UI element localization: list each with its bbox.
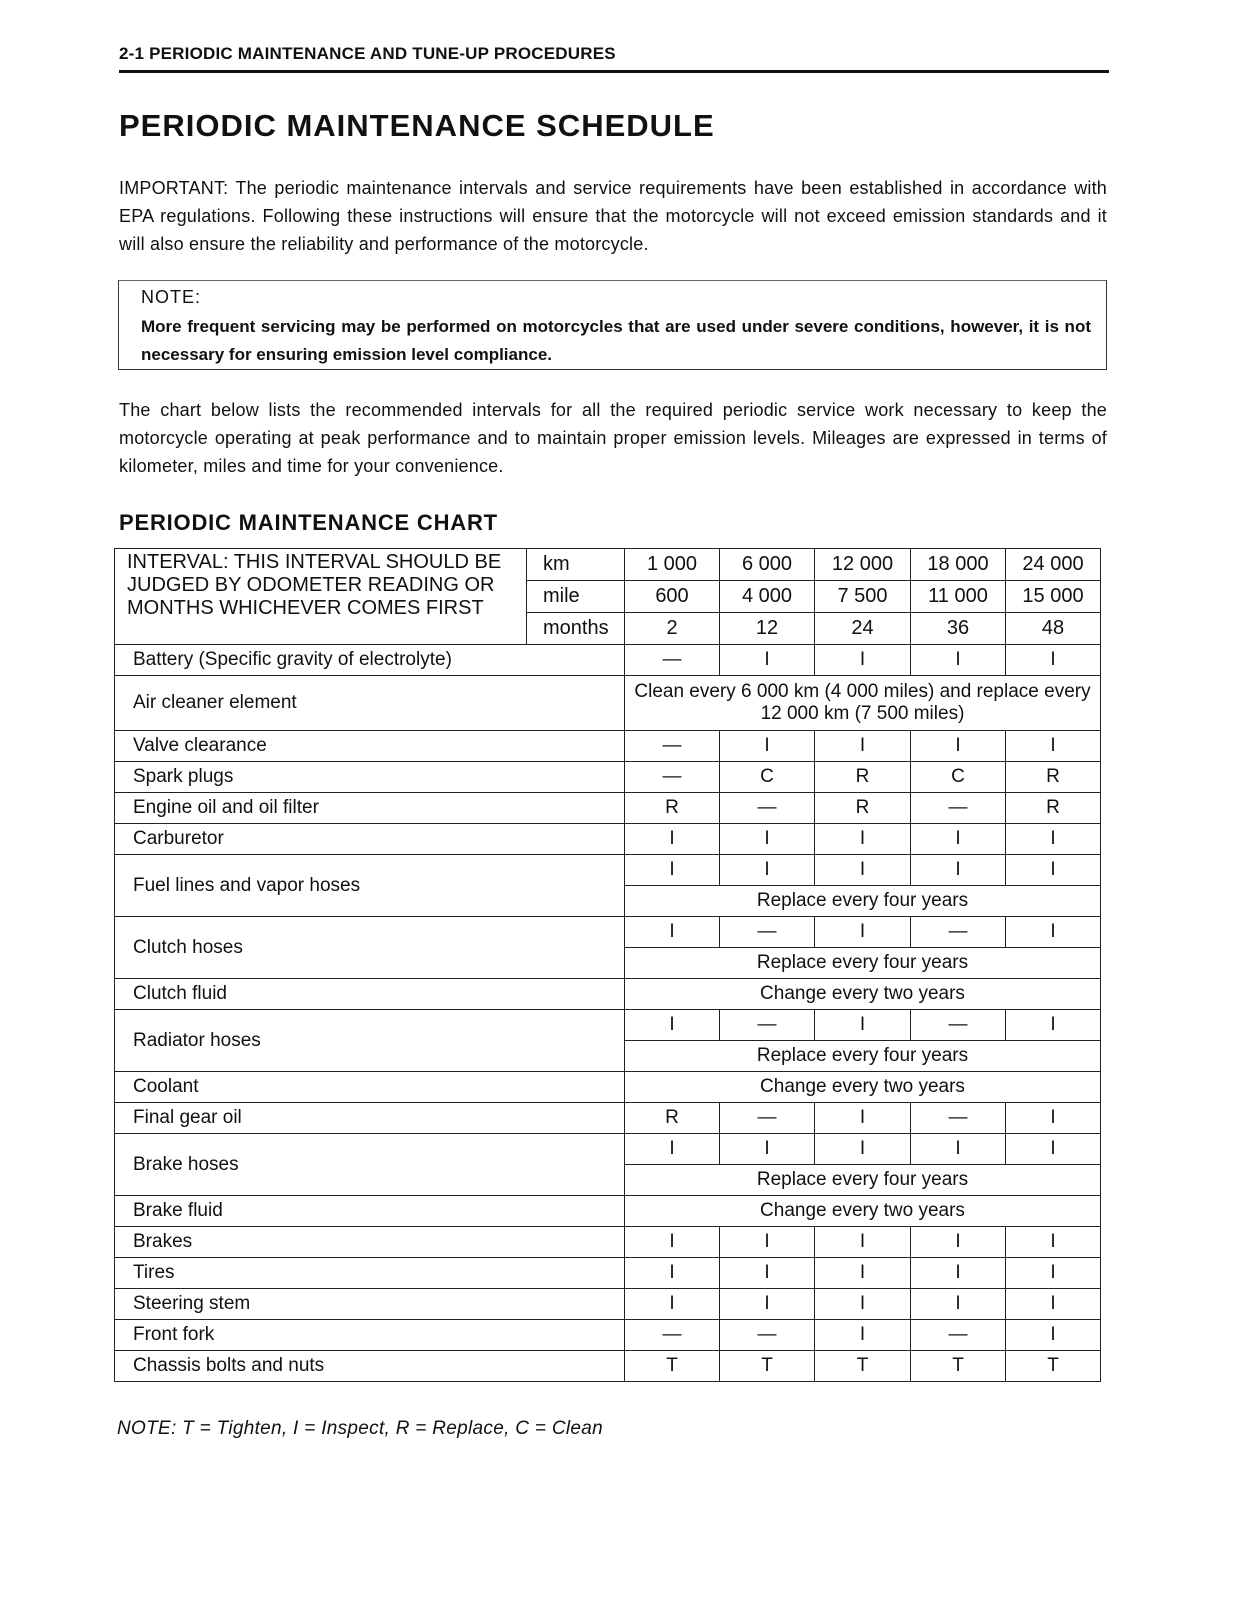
item-name: Chassis bolts and nuts [115, 1351, 625, 1382]
item-value: — [911, 917, 1006, 948]
item-span-text: Change every two years [625, 1196, 1101, 1227]
item-name: Coolant [115, 1072, 625, 1103]
item-name: Fuel lines and vapor hoses [115, 855, 625, 917]
important-paragraph: IMPORTANT: The periodic maintenance intervals and service requirements have been established in accordance with EPA regulations. Following these instructions will ensure that the motorcycle will not exceed emission standards and it will also ensure the reliability and performance of the motorcycle. [119, 178, 1107, 254]
interval-label: INTERVAL: THIS INTERVAL SHOULD BE JUDGED BY ODOMETER READING OR MONTHS WHICHEVER COMES FIRST [115, 549, 527, 645]
item-value: — [720, 793, 815, 824]
item-name: Brakes [115, 1227, 625, 1258]
item-value: I [625, 824, 720, 855]
running-header: 2-1 PERIODIC MAINTENANCE AND TUNE-UP PROCEDURES [119, 44, 616, 63]
item-value: I [1006, 645, 1101, 676]
interval-unit: months [527, 613, 625, 645]
item-value: I [720, 1134, 815, 1165]
item-value: I [815, 1289, 911, 1320]
item-value: I [720, 731, 815, 762]
item-value: I [1006, 1134, 1101, 1165]
item-name: Clutch hoses [115, 917, 625, 979]
item-value: — [911, 1103, 1006, 1134]
item-value: — [625, 731, 720, 762]
table-row [115, 917, 1101, 948]
item-sub-text: Replace every four years [625, 948, 1101, 979]
interval-value: 12 [720, 613, 815, 645]
item-value: I [815, 824, 911, 855]
interval-value: 6 000 [720, 549, 815, 581]
item-value: I [720, 824, 815, 855]
item-value: I [911, 1289, 1006, 1320]
item-value: I [625, 1010, 720, 1041]
table-row [115, 1010, 1101, 1041]
interval-header-row [115, 549, 1101, 581]
item-value: I [815, 917, 911, 948]
item-value: I [911, 645, 1006, 676]
item-value: I [720, 855, 815, 886]
item-value: I [1006, 855, 1101, 886]
item-value: R [625, 793, 720, 824]
interval-value: 2 [625, 613, 720, 645]
table-row [115, 824, 1101, 855]
note-label: NOTE: [141, 287, 202, 307]
interval-value: 24 [815, 613, 911, 645]
interval-value: 4 000 [720, 581, 815, 613]
item-name: Final gear oil [115, 1103, 625, 1134]
item-value: I [815, 1134, 911, 1165]
item-value: T [625, 1351, 720, 1382]
item-value: I [911, 731, 1006, 762]
item-value: — [625, 645, 720, 676]
item-value: R [1006, 793, 1101, 824]
item-value: I [1006, 1010, 1101, 1041]
table-row [115, 1072, 1101, 1103]
interval-value: 36 [911, 613, 1006, 645]
item-span-text: Change every two years [625, 979, 1101, 1010]
interval-value: 12 000 [815, 549, 911, 581]
item-name: Brake fluid [115, 1196, 625, 1227]
item-value: — [720, 1010, 815, 1041]
table-row [115, 645, 1101, 676]
item-value: I [625, 1134, 720, 1165]
chart-title: PERIODIC MAINTENANCE CHART [119, 510, 498, 535]
item-sub-text: Replace every four years [625, 1165, 1101, 1196]
table-row [115, 1196, 1101, 1227]
item-value: T [1006, 1351, 1101, 1382]
item-value: T [720, 1351, 815, 1382]
table-row [115, 1351, 1101, 1382]
item-name: Air cleaner element [115, 676, 625, 731]
item-span-text: Clean every 6 000 km (4 000 miles) and replace every 12 000 km (7 500 miles) [625, 676, 1101, 731]
item-name: Clutch fluid [115, 979, 625, 1010]
item-value: I [815, 1010, 911, 1041]
item-value: I [815, 1227, 911, 1258]
item-value: I [815, 855, 911, 886]
item-value: I [911, 1227, 1006, 1258]
item-value: I [815, 1258, 911, 1289]
item-value: I [1006, 1227, 1101, 1258]
interval-value: 24 000 [1006, 549, 1101, 581]
table-row [115, 855, 1101, 886]
note-text: More frequent servicing may be performed on motorcycles that are used under severe conditions, however, it is not necessary for ensuring emission level compliance. [141, 317, 1091, 364]
item-value: I [1006, 1320, 1101, 1351]
item-name: Steering stem [115, 1289, 625, 1320]
item-value: I [625, 917, 720, 948]
item-value: I [1006, 1103, 1101, 1134]
maintenance-chart-table [114, 548, 1101, 1382]
table-row [115, 1258, 1101, 1289]
item-value: — [911, 793, 1006, 824]
interval-value: 48 [1006, 613, 1101, 645]
item-value: I [911, 1258, 1006, 1289]
item-value: I [625, 1227, 720, 1258]
table-row [115, 1103, 1101, 1134]
item-value: I [720, 645, 815, 676]
chart-intro-paragraph: The chart below lists the recommended intervals for all the required periodic service work necessary to keep the motorcycle operating at peak performance and to maintain proper emission levels. Mileages are expressed in terms of kilometer, miles and time for your convenience. [119, 400, 1107, 476]
item-value: I [625, 1289, 720, 1320]
item-value: I [1006, 917, 1101, 948]
item-value: I [1006, 731, 1101, 762]
legend-note: NOTE: T = Tighten, I = Inspect, R = Replace, C = Clean [117, 1418, 603, 1439]
item-value: — [911, 1010, 1006, 1041]
item-value: I [815, 645, 911, 676]
item-name: Radiator hoses [115, 1010, 625, 1072]
item-value: — [720, 1103, 815, 1134]
item-value: — [625, 762, 720, 793]
item-value: I [1006, 824, 1101, 855]
table-row [115, 731, 1101, 762]
interval-unit: mile [527, 581, 625, 613]
table-row [115, 1320, 1101, 1351]
item-value: C [911, 762, 1006, 793]
item-name: Brake hoses [115, 1134, 625, 1196]
table-row [115, 676, 1101, 731]
interval-value: 18 000 [911, 549, 1006, 581]
item-name: Front fork [115, 1320, 625, 1351]
header-rule [119, 70, 1109, 73]
item-value: T [911, 1351, 1006, 1382]
item-value: — [911, 1320, 1006, 1351]
item-value: R [815, 793, 911, 824]
item-value: I [1006, 1258, 1101, 1289]
item-value: C [720, 762, 815, 793]
item-value: I [911, 1134, 1006, 1165]
table-row [115, 762, 1101, 793]
table-row [115, 1289, 1101, 1320]
item-value: I [815, 731, 911, 762]
item-name: Carburetor [115, 824, 625, 855]
item-value: I [720, 1289, 815, 1320]
item-value: R [625, 1103, 720, 1134]
item-value: I [911, 824, 1006, 855]
item-value: I [911, 855, 1006, 886]
item-value: I [1006, 1289, 1101, 1320]
interval-value: 11 000 [911, 581, 1006, 613]
table-row [115, 1227, 1101, 1258]
item-sub-text: Replace every four years [625, 886, 1101, 917]
item-value: R [815, 762, 911, 793]
chart-body [115, 549, 1101, 1382]
item-value: — [720, 1320, 815, 1351]
item-value: R [1006, 762, 1101, 793]
item-value: I [720, 1227, 815, 1258]
interval-value: 15 000 [1006, 581, 1101, 613]
item-value: I [625, 1258, 720, 1289]
item-value: I [720, 1258, 815, 1289]
item-name: Engine oil and oil filter [115, 793, 625, 824]
page-title: PERIODIC MAINTENANCE SCHEDULE [119, 108, 715, 143]
table-row [115, 793, 1101, 824]
item-value: T [815, 1351, 911, 1382]
item-name: Tires [115, 1258, 625, 1289]
item-value: I [815, 1320, 911, 1351]
item-span-text: Change every two years [625, 1072, 1101, 1103]
interval-unit: km [527, 549, 625, 581]
item-sub-text: Replace every four years [625, 1041, 1101, 1072]
item-name: Spark plugs [115, 762, 625, 793]
item-value: — [720, 917, 815, 948]
table-row [115, 1134, 1101, 1165]
item-value: I [625, 855, 720, 886]
item-name: Valve clearance [115, 731, 625, 762]
note-box [118, 280, 1107, 370]
interval-value: 1 000 [625, 549, 720, 581]
table-row [115, 979, 1101, 1010]
item-value: I [815, 1103, 911, 1134]
item-value: — [625, 1320, 720, 1351]
interval-value: 600 [625, 581, 720, 613]
item-name: Battery (Specific gravity of electrolyte) [115, 645, 625, 676]
interval-value: 7 500 [815, 581, 911, 613]
